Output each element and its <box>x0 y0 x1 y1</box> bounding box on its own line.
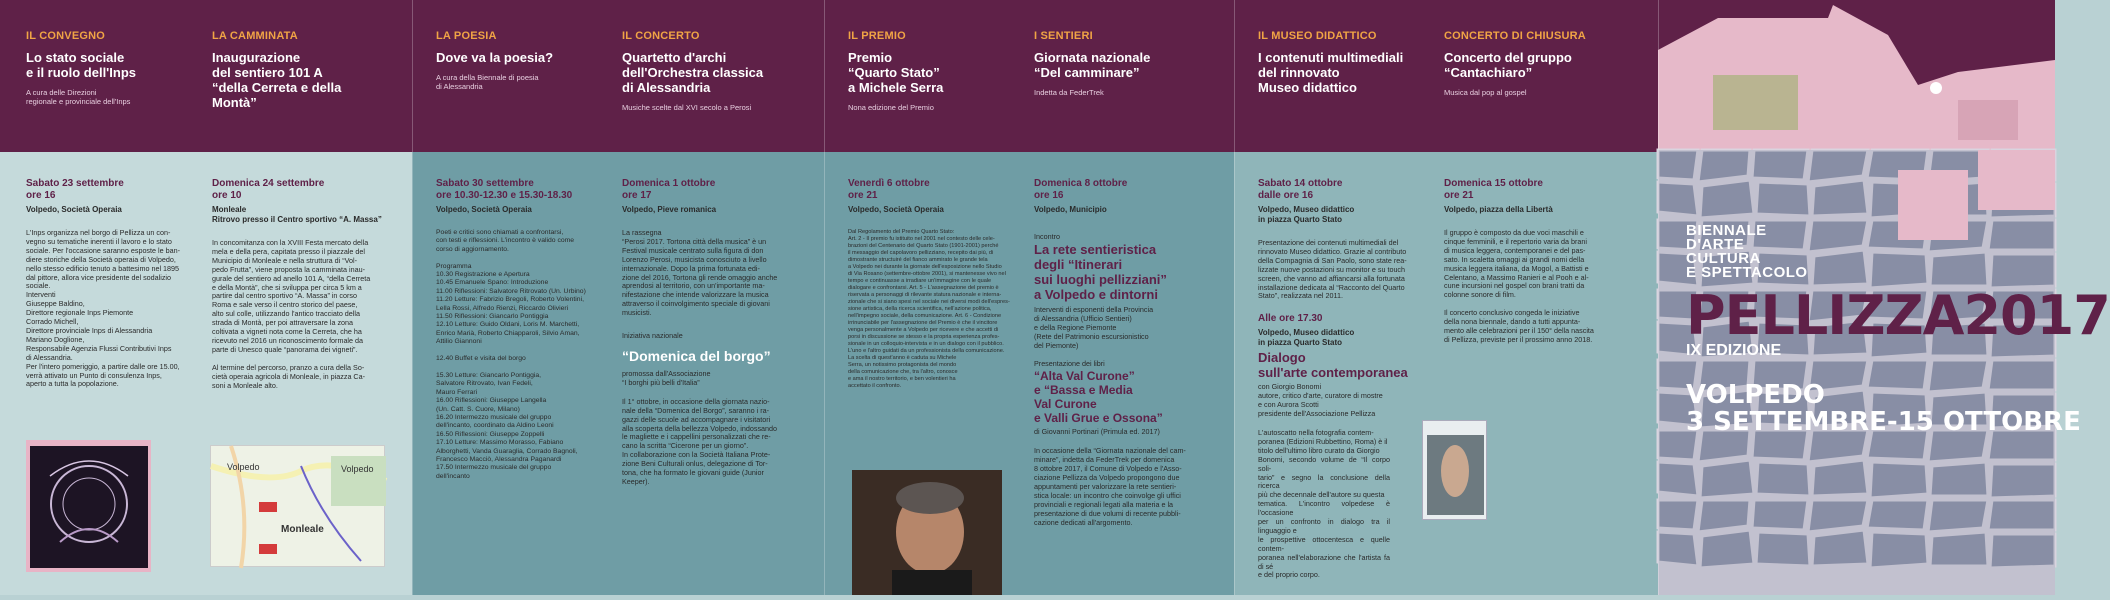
event-subtitle: A cura della Biennale di poesia di Alessandria <box>436 73 539 91</box>
seal-image <box>30 446 148 568</box>
fold-line <box>1234 0 1235 595</box>
section-poesia-info <box>436 178 611 481</box>
category-label: IL PREMIO <box>848 30 906 42</box>
fold-line <box>1658 0 1659 595</box>
portrait-photo <box>852 470 1002 595</box>
town-illustration <box>1658 0 2055 160</box>
initiative-text: Il 1° ottobre, in occasione della giornata nazio- nale della “Domenica del Borgo”, saranno i ra- gazzi delle scuole ad accompagnare i visitatori alla scoperta della bellezza Volpedo, indossando le magliette e i cappellini personalizzati che re- cano la scritta “Cicerone per un giorno”. In collaborazione con la Società Italiana Prote- zione Beni Culturali onlus, delegazione di Tor- tona, che ha formato le giovani guide (Junior Keeper). <box>622 396 778 486</box>
section-concerto-header <box>622 30 797 112</box>
dialogue-date: Alle ore 17.30 <box>1258 313 1323 325</box>
books-title: “Alta Val Curone” e “Bassa e Media Val Curone e Valli Grue e Ossona” <box>1034 369 1163 426</box>
event-place: Volpedo, Società Operaia <box>26 205 122 214</box>
event-place: Volpedo, Società Operaia <box>436 205 532 214</box>
section-concerto-info <box>622 178 802 487</box>
event-text: Presentazione dei contenuti multimediali del rinnovato Museo didattico. Grazie al contributo della Compagnia di San Paolo, sono state rea- lizzate nuove postazioni su monitor e su touch screen, che vanno ad affiancarsi alla fortunata installazione dedicata al “Racconto del Quarto Stato”, realizzata nel 2011. <box>1258 238 1407 301</box>
event-date: Domenica 24 settembre ore 10 <box>212 178 325 201</box>
event-subtitle: A cura delle Direzioni regionale e provinciale dell'Inps <box>26 88 131 106</box>
event-text: L'Inps organizza nel borgo di Pellizza un con- vegno su tematiche inerenti il lavoro e lo stato sociale. Per l'occasione saranno esposte le ban- diere storiche della Società operaia di Volpedo, nello stesso edificio tenuto a battesimo nel 1895 dal pittore, allora vice presidente del sodalizio sociale. Interventi Giuseppe Baldino, Direttore regionale Inps Piemonte Corrado Michell, Direttore provinciale Inps di Alessandria Mariano Doglione, Responsabile Agenzia Flussi Contributivi Inps di Alessandria. Per l'intero pomeriggio, a partire dalle ore 15.00, verrà attivato un Punto di consulenza Inps, aperto a tutta la popolazione. <box>26 228 180 389</box>
meeting-title: La rete sentieristica degli “Itinerari sui luoghi pellizziani” a Volpedo e dintorni <box>1034 241 1167 302</box>
meeting-subtitle: Interventi di esponenti della Provincia di Alessandria (Ufficio Sentieri) e della Regione Piemonte (Rete del Patrimonio escursionistico del Piemonte) <box>1034 304 1154 350</box>
event-text: La rassegna “Perosi 2017. Tortona città della musica” è un Festival musicale centrato sulla figura di don Lorenzo Perosi, musicista conosciuto a livello internazionale. Dopo la prima fortunata edi- zione del 2016, Tortona gli rende omaggio anche aprendosi al territorio, con un'importante ma- nifestazione che intende valorizzare la musica attraverso il coinvolgimento speciale di giovani musicisti. <box>622 228 778 318</box>
category-label: I SENTIERI <box>1034 30 1093 42</box>
section-museo-info <box>1258 178 1436 580</box>
cover-title: PELLIZZA2017 <box>1686 284 2110 347</box>
event-place: Volpedo, Pieve romanica <box>622 205 717 214</box>
cover-edition: IX EDIZIONE <box>1686 342 1782 359</box>
dialogue-title: Dialogo sull'arte contemporanea <box>1258 350 1408 381</box>
section-chiusura-header <box>1444 30 1619 97</box>
event-date: Domenica 15 ottobre ore 21 <box>1444 178 1543 201</box>
map-label: Volpedo <box>341 464 374 474</box>
book-cover-image <box>1422 420 1487 520</box>
section-camminata-header <box>212 30 387 110</box>
event-title: I contenuti multimediali del rinnovato Museo didattico <box>1258 50 1404 95</box>
section-museo-header <box>1258 30 1433 95</box>
section-premio-header <box>848 30 1023 112</box>
map-label: Volpedo <box>227 462 260 472</box>
event-place: Monleale Ritrovo presso il Centro sportivo “A. Massa” <box>212 205 382 224</box>
event-title: Quartetto d'archi dell'Orchestra classica di Alessandria <box>622 50 764 95</box>
event-subtitle: Nona edizione del Premio <box>848 103 934 112</box>
cover-subtitle: BIENNALE D'ARTE CULTURA E SPETTACOLO <box>1686 222 1808 281</box>
event-title: Giornata nazionale “Del camminare” <box>1034 50 1151 80</box>
event-date: Domenica 1 ottobre ore 17 <box>622 178 716 201</box>
event-title: Premio “Quarto Stato” a Michele Serra <box>848 50 944 95</box>
category-label: IL CONVEGNO <box>26 30 106 42</box>
event-title: Lo stato sociale e il ruolo dell'Inps <box>26 50 136 80</box>
event-place: Volpedo, piazza della Libertà <box>1444 205 1553 214</box>
fold-line <box>412 0 413 595</box>
event-title: Dove va la poesia? <box>436 50 554 65</box>
initiative-title: “Domenica del borgo” <box>622 347 771 364</box>
initiative-label: Iniziativa nazionale <box>622 331 683 341</box>
section-chiusura-info <box>1444 178 1624 345</box>
map-image <box>210 445 385 567</box>
event-place: Volpedo, Municipio <box>1034 205 1107 214</box>
section-poesia-header <box>436 30 611 91</box>
category-label: CONCERTO DI CHIUSURA <box>1444 30 1586 42</box>
dialogue-text: L'autoscatto nella fotografia contem- poranea (Edizioni Rubbettino, Roma) è il titolo dell'ultimo libro curato da Giorgio Bonomi, secondo volume de “Il corpo soli- tario” e segno la conclusione della ricerca più che decennale dell'autore su questa tematica. L'incontro volpedese è l'occasione per un confronto in dialogo tra il linguaggio e le prospettive ottocentesca e quelle contem- poranea nell'elaborazione che l'artista fa di sé e del proprio corpo. <box>1258 427 1390 580</box>
initiative-subtitle: promossa dall'Associazione “I borghi più belli d'Italia” <box>622 368 711 387</box>
cover-text-block <box>1686 224 2110 436</box>
books-subtitle: di Giovanni Portinari (Primula ed. 2017) <box>1034 427 1160 437</box>
dialogue-place: Volpedo, Museo didattico in piazza Quarto Stato <box>1258 328 1355 348</box>
section-premio-info <box>848 178 1026 390</box>
panel-3 <box>824 0 1234 595</box>
section-convegno-header <box>26 30 201 106</box>
event-text: Dal Regolamento del Premio Quarto Stato: Art. 2 - Il premio fu istituito nel 2001 nel contesto delle cele- brazioni del Centenario del Quarto Stato (1901-2001) perché il messaggio del capolavoro pellizziano, recepito dai più, di dimostrante structuiré del fianco ammirato le grande tela a Volpedo nei durante la giornate dell'esposizione nello Studio di Via Rosano (settembre-ottobre 2001), si mantenesse vivo nel tempo e continuasse a irradiare un'immagine con le quale dialogare e confrontarsi. Art. 5 - L'assegnazione del premio è riservata a personaggi di rilevante statura nazionale e interna- zionale che si siano spesi nel sociale nei diversi modi dell'espres- sione artistica, della ricerca scientifica, nell'azione politica, nell'impegno sociale, della comunicazione. Art. 6 - Condizione irrinunciabile per l'assegnazione del Premio è che il vincitore venga personalmente a Volpedo per ricevere e che accetti di porsi in discussione se stesso e la propria esperienza profes- sionale in un colloquio-intervista e in un dialogo con il pubblico. L'uno e l'altro guidati da un professionista della comunicazione. La scelta di quest'anno è caduta su Michele Serra, un notissimo protagonista del mondo della comunicazione che, tra l'altro, conosce e ama il nostro territorio, e ben volentieri ha accettato il confronto. <box>848 229 1010 389</box>
event-date: Sabato 14 ottobre dalle ore 16 <box>1258 178 1343 201</box>
cover-venue-dates: VOLPEDO 3 SETTEMBRE-15 OTTOBRE <box>1686 380 2081 437</box>
event-subtitle: Musiche scelte dal XVI secolo a Perosi <box>622 103 752 112</box>
event-text: In concomitanza con la XVIII Festa mercato della mela e della pera, capitata presso il piazzale del Municipio di Monleale e nella struttura di “Vol- pedo Frutta”, viene proposta la camminata inau- gurale del sentiero ad anello 101 A, “della Cerreta e della Montà”, che si sviluppa per circa 5 km a partire dal centro sportivo “A. Massa” in corso Roma e sale verso il centro storico del paese, alto sul colle, utilizzando l'antico tracciato della strada di Montà, per poi attraversare la zona coltivata a vigneti nota come la Cerreta, che ha ricevuto nel 2016 un riconoscimento formale da parte di Unesco quale “panorama dei vigneti”. Al termine del percorso, pranzo a cura della So- cietà operaia agricola di Monleale, in piazza Ca- soni a Monleale alto. <box>212 238 371 390</box>
event-title: Inaugurazione del sentiero 101 A “della Cerreta e della Montà” <box>212 50 342 110</box>
section-camminata-info <box>212 178 390 390</box>
event-subtitle: Musica dal pop al gospel <box>1444 88 1527 97</box>
panel-2 <box>412 0 824 595</box>
event-date: Sabato 23 settembre ore 16 <box>26 178 124 201</box>
section-sentieri-info <box>1034 178 1214 527</box>
event-place: Volpedo, Società Operaia <box>848 205 944 214</box>
meeting-label: Incontro <box>1034 232 1060 241</box>
event-place: Volpedo, Museo didattico in piazza Quarto Stato <box>1258 205 1355 224</box>
map-label: Monleale <box>281 524 324 535</box>
section-sentieri-header <box>1034 30 1209 97</box>
cover-panel <box>1658 0 2110 595</box>
section-convegno-info <box>26 178 201 389</box>
category-label: IL CONCERTO <box>622 30 700 42</box>
event-date: Venerdì 6 ottobre ore 21 <box>848 178 930 201</box>
panel-1 <box>0 0 412 595</box>
event-text: Il gruppo è composto da due voci maschili e cinque femminili, e il repertorio varia da brani di musica leggera, contemporanei e del pas- sato. In scaletta omaggi ai grandi nomi della musica leggera italiana, da Mogol, a Battisti e Celentano, a Massimo Ranieri e al Pooh e al- cune incursioni nel gospel con brani tratti da colonne sonore di film. Il concerto conclusivo congeda le iniziative della nona biennale, dando a tutti appunta- mento alle celebrazioni per il 150° della nascita di Pellizza, previste per il prossimo anno 2018. <box>1444 228 1594 344</box>
event-title: Concerto del gruppo “Cantachiaro” <box>1444 50 1572 80</box>
fold-line <box>824 0 825 595</box>
event-text: Poeti e critici sono chiamati a confrontarsi, con testi e riflessioni. L'incontro è valido come corso di aggiornamento. Programma 10.30 Registrazione e Apertura 10.45 Emanuele Spano: Introduzione 11.00 Riflessioni: Salvatore Ritrovato (Un. Urbino) 11.20 Letture: Fabrizio Bregoli, Roberto Volentini, Lella Rossi, Alfredo Rienzi, Riccardo Olivieri 11.50 Riflessioni: Giancarlo Pontiggia 12.10 Letture: Guido Oldani, Loris M. Marchetti, Enrico Marià, Roberto Chiapparoli, Silvio Aman, Attilio Giannoni 12.40 Buffet e visita del borgo 15.30 Letture: Giancarlo Pontiggia, Salvatore Ritrovato, Ivan Fedeli, Mauro Ferrari 16.00 Riflessioni: Giuseppe Langella (Un. Catt. S. Cuore, Milano) 16.20 Intermezzo musicale del gruppo dell'incanto, coordinato da Aldino Leoni 16.50 Riflessioni: Giuseppe Zoppelli 17.10 Letture: Massimo Morasso, Fabiano Alborghetti, Vanda Guaraglia, Corrado Bagnoli, Francesco Macciò, Alessandra Paganardi 17.50 Intermezzo musicale del gruppo dell'incanto <box>436 229 586 480</box>
category-label: LA POESIA <box>436 30 497 42</box>
category-label: LA CAMMINATA <box>212 30 298 42</box>
dialogue-subtitle: con Giorgio Bonomi autore, critico d'arte, curatore di mostre e con Aurora Scotti presidente dell'Associazione Pellizza <box>1258 382 1383 419</box>
event-date: Domenica 8 ottobre ore 16 <box>1034 178 1128 201</box>
category-label: IL MUSEO DIDATTICO <box>1258 30 1377 42</box>
event-date: Sabato 30 settembre ore 10.30-12.30 e 15.30-18.30 <box>436 178 573 201</box>
books-label: Presentazione dei libri <box>1034 359 1105 369</box>
event-text: In occasione della “Giornata nazionale del cam- minare”, indetta da FederTrek per domenica 8 ottobre 2017, il Comune di Volpedo e l'Asso- ciazione Pellizza da Volpedo propongono due appuntamenti per valorizzare la rete sentieri- stica locale: un incontro che coinvolge gli uffici provinciali e regionali legati alla materia e la presentazione di due volumi di recente pubbli- cazione dedicati all'argomento. <box>1034 446 1186 527</box>
panel-4 <box>1234 0 1658 595</box>
event-subtitle: Indetta da FederTrek <box>1034 88 1104 97</box>
